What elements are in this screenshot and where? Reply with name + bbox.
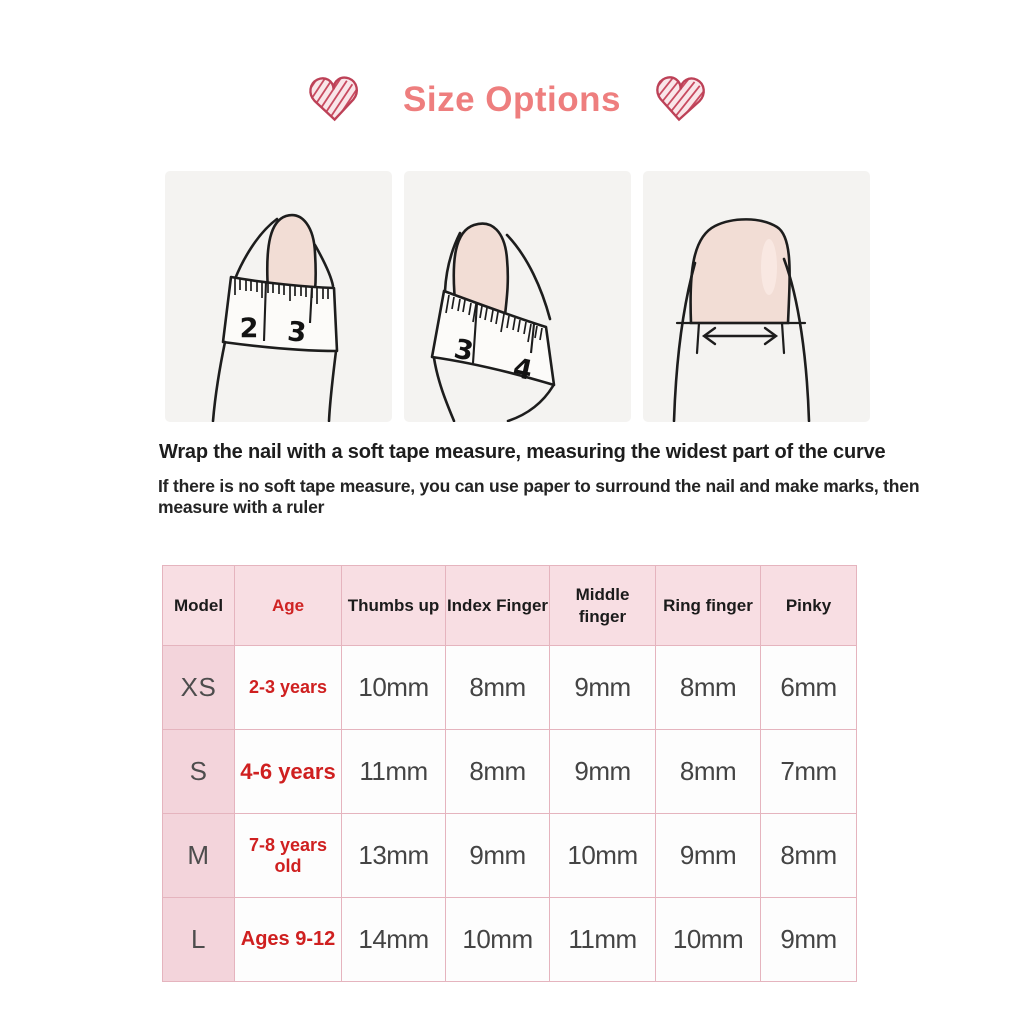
tape-number: 3 xyxy=(451,333,477,368)
index-size-cell: 8mm xyxy=(446,730,550,814)
tape-number: 2 xyxy=(239,313,259,344)
index-size-cell: 8mm xyxy=(446,646,550,730)
model-cell: M xyxy=(163,814,235,898)
ring-size-cell: 10mm xyxy=(656,898,761,982)
model-cell: S xyxy=(163,730,235,814)
model-cell: XS xyxy=(163,646,235,730)
size-row-l xyxy=(163,898,857,982)
age-cell: 4-6 years xyxy=(235,730,342,814)
instruction-line-1: Wrap the nail with a soft tape measure, measuring the widest part of the curve xyxy=(159,441,886,463)
col-header-thumb: Thumbs up xyxy=(342,566,446,646)
finger-tape-front-illustration xyxy=(404,171,631,422)
middle-size-cell: 11mm xyxy=(550,898,656,982)
thumb-size-cell: 10mm xyxy=(342,646,446,730)
col-header-ring: Ring finger xyxy=(656,566,761,646)
size-table xyxy=(162,565,857,982)
size-table-header-row xyxy=(163,566,857,646)
nail-width-arrow-figure xyxy=(643,171,870,422)
finger-tape-side-illustration xyxy=(165,171,392,422)
thumb-size-cell: 14mm xyxy=(342,898,446,982)
age-cell: Ages 9-12 xyxy=(235,898,342,982)
tape-number: 3 xyxy=(285,316,308,349)
col-header-middle: Middle finger xyxy=(550,566,656,646)
finger-tape-measure-figure-1 xyxy=(165,171,392,422)
thumb-size-cell: 13mm xyxy=(342,814,446,898)
col-header-model: Model xyxy=(163,566,235,646)
ring-size-cell: 9mm xyxy=(656,814,761,898)
middle-size-cell: 9mm xyxy=(550,646,656,730)
width-arrow-icon xyxy=(704,328,776,344)
index-size-cell: 10mm xyxy=(446,898,550,982)
age-cell: 7-8 years old xyxy=(235,814,342,898)
pinky-size-cell: 9mm xyxy=(761,898,857,982)
instruction-line-2: If there is no soft tape measure, you can use paper to surround the nail and make marks, then measure with a ruler xyxy=(158,476,920,517)
heart-scribble-icon xyxy=(651,73,710,130)
pinky-size-cell: 6mm xyxy=(761,646,857,730)
middle-size-cell: 10mm xyxy=(550,814,656,898)
col-header-index: Index Finger xyxy=(446,566,550,646)
tape-number: 4 xyxy=(510,352,536,387)
size-row-xs xyxy=(163,646,857,730)
size-row-m xyxy=(163,814,857,898)
page-title: Size Options xyxy=(403,80,621,119)
col-header-pinky: Pinky xyxy=(761,566,857,646)
size-row-s xyxy=(163,730,857,814)
pinky-size-cell: 8mm xyxy=(761,814,857,898)
nail-width-illustration xyxy=(643,171,870,422)
finger-tape-measure-figure-2 xyxy=(404,171,631,422)
thumb-size-cell: 11mm xyxy=(342,730,446,814)
middle-size-cell: 9mm xyxy=(550,730,656,814)
col-header-age: Age xyxy=(235,566,342,646)
model-cell: L xyxy=(163,898,235,982)
pinky-size-cell: 7mm xyxy=(761,730,857,814)
ring-size-cell: 8mm xyxy=(656,730,761,814)
ring-size-cell: 8mm xyxy=(656,646,761,730)
age-cell: 2-3 years xyxy=(235,646,342,730)
index-size-cell: 9mm xyxy=(446,814,550,898)
